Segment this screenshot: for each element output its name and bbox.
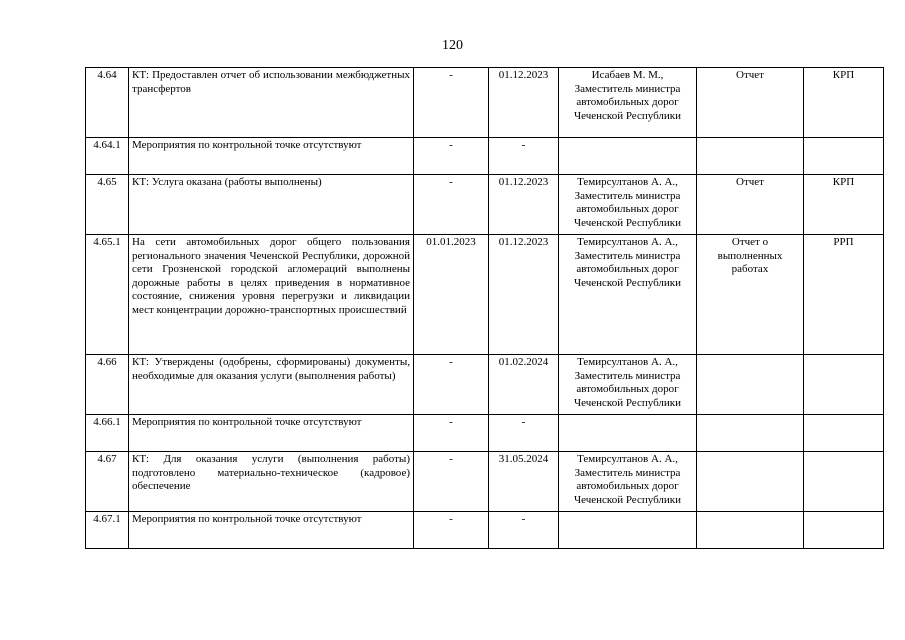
responsible-cell: Темирсултанов А. А., Заместитель министра автомобильных дорог Чеченской Республики: [559, 175, 697, 235]
row-name-cell: КТ: Утверждены (одобрены, сформированы) документы, необходимые для оказания услуги (выполнения работы): [129, 355, 414, 415]
responsible-cell: [559, 415, 697, 452]
end-date-cell: 01.02.2024: [489, 355, 559, 415]
start-date-cell: -: [414, 415, 489, 452]
row-name-cell: Мероприятия по контрольной точке отсутствуют: [129, 415, 414, 452]
control-level-cell: [804, 512, 884, 549]
table-row: [86, 68, 884, 138]
responsible-cell: [559, 512, 697, 549]
document-type-cell: [697, 415, 804, 452]
control-level-cell: КРП: [804, 68, 884, 138]
document-type-cell: [697, 512, 804, 549]
row-number-cell: 4.66: [86, 355, 129, 415]
row-name-cell: КТ: Услуга оказана (работы выполнены): [129, 175, 414, 235]
document-type-cell: Отчет: [697, 175, 804, 235]
table-row: [86, 175, 884, 235]
start-date-cell: -: [414, 175, 489, 235]
row-name-cell: КТ: Предоставлен отчет об использовании межбюджетных трансфертов: [129, 68, 414, 138]
row-name-cell: Мероприятия по контрольной точке отсутствуют: [129, 138, 414, 175]
row-number-cell: 4.66.1: [86, 415, 129, 452]
row-name-cell: Мероприятия по контрольной точке отсутствуют: [129, 512, 414, 549]
row-name-cell: КТ: Для оказания услуги (выполнения работы) подготовлено материально-техническое (кадровое) обеспечение: [129, 452, 414, 512]
responsible-cell: Темирсултанов А. А., Заместитель министра автомобильных дорог Чеченской Республики: [559, 355, 697, 415]
responsible-cell: Исабаев М. М., Заместитель министра автомобильных дорог Чеченской Республики: [559, 68, 697, 138]
document-type-cell: Отчет о выполненных работах: [697, 235, 804, 355]
table-row: [86, 512, 884, 549]
row-name-cell: На сети автомобильных дорог общего пользования регионального значения Чеченской Республики, дорожной сети Грозненской городской агломераций выполнены дорожные работы в целях приведения в нормативное состояние, снижения уровня перегрузки и ликвидации мест концентрации дорожно-транспортных происшествий: [129, 235, 414, 355]
row-number-cell: 4.64: [86, 68, 129, 138]
control-level-cell: [804, 415, 884, 452]
end-date-cell: 31.05.2024: [489, 452, 559, 512]
table-row: [86, 235, 884, 355]
table-row: [86, 452, 884, 512]
document-type-cell: [697, 138, 804, 175]
start-date-cell: 01.01.2023: [414, 235, 489, 355]
control-points-table: [85, 67, 884, 549]
start-date-cell: -: [414, 68, 489, 138]
end-date-cell: -: [489, 415, 559, 452]
control-level-cell: [804, 452, 884, 512]
end-date-cell: -: [489, 138, 559, 175]
control-level-cell: [804, 138, 884, 175]
row-number-cell: 4.65: [86, 175, 129, 235]
table-row: [86, 355, 884, 415]
responsible-cell: [559, 138, 697, 175]
row-number-cell: 4.67: [86, 452, 129, 512]
end-date-cell: -: [489, 512, 559, 549]
document-type-cell: [697, 452, 804, 512]
row-number-cell: 4.64.1: [86, 138, 129, 175]
row-number-cell: 4.65.1: [86, 235, 129, 355]
page-number: 120: [442, 38, 463, 53]
start-date-cell: -: [414, 452, 489, 512]
responsible-cell: Темирсултанов А. А., Заместитель министра автомобильных дорог Чеченской Республики: [559, 452, 697, 512]
table-row: [86, 138, 884, 175]
start-date-cell: -: [414, 512, 489, 549]
start-date-cell: -: [414, 138, 489, 175]
end-date-cell: 01.12.2023: [489, 235, 559, 355]
control-level-cell: [804, 355, 884, 415]
responsible-cell: Темирсултанов А. А., Заместитель министра автомобильных дорог Чеченской Республики: [559, 235, 697, 355]
control-level-cell: РРП: [804, 235, 884, 355]
table-row: [86, 415, 884, 452]
end-date-cell: 01.12.2023: [489, 175, 559, 235]
document-type-cell: [697, 355, 804, 415]
row-number-cell: 4.67.1: [86, 512, 129, 549]
control-level-cell: КРП: [804, 175, 884, 235]
start-date-cell: -: [414, 355, 489, 415]
end-date-cell: 01.12.2023: [489, 68, 559, 138]
document-type-cell: Отчет: [697, 68, 804, 138]
